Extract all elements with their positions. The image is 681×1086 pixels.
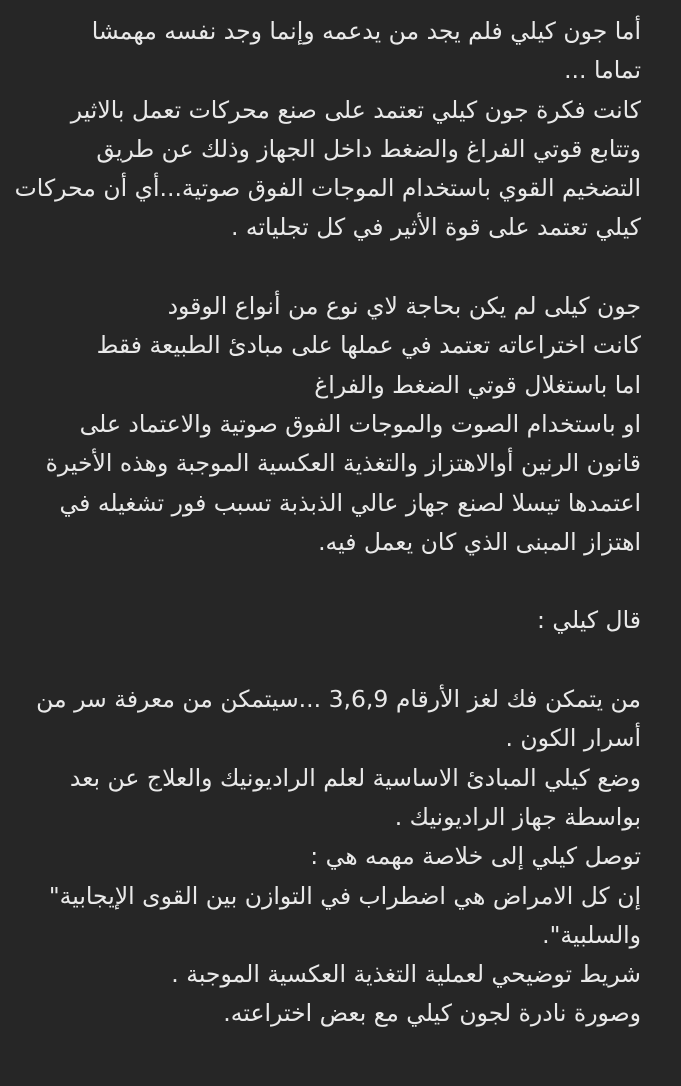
text-line: اعتمدها تيسلا لصنع جهاز عالي الذبذبة تسبب فور تشغيله في [59,488,641,517]
paragraph-break [0,248,681,287]
text-line: أسرار الكون . [505,724,641,753]
text-line: اهتزاز المبنى الذي كان يعمل فيه. [318,527,641,556]
text-line: جون كيلى لم يكن بحاجة لاي نوع من أنواع الوقود [167,292,641,321]
text-line: والسلبية". [542,920,641,949]
text-line: شريط توضيحي لعملية التغذية العكسية الموجبة . [171,960,641,989]
paragraph-break [0,641,681,680]
text-line: اما باستغلال قوتي الضغط والفراغ [314,370,641,399]
text-line: التضخيم القوي باستخدام الموجات الفوق صوتية...أي أن محركات [14,174,641,203]
text-line: وصورة نادرة لجون كيلي مع بعض اختراعته. [223,999,641,1028]
text-line: كانت فكرة جون كيلي تعتمد على صنع محركات تعمل بالاثير [70,95,641,124]
text-line: قانون الرنين أوالاهتزاز والتغذية العكسية الموجبة وهذه الأخيرة [45,449,641,478]
text-line: توصل كيلي إلى خلاصة مهمه هي : [310,842,641,871]
text-line: أما جون كيلي فلم يجد من يدعمه وإنما وجد نفسه مهمشا [91,17,641,45]
text-line: تماما ... [564,56,641,85]
text-line: كيلي تعتمد على قوة الأثير في كل تجلياته . [230,213,641,242]
text-line: او باستخدام الصوت والموجات الفوق صوتية والاعتماد على [79,409,641,438]
text-line: وضع كيلي المبادئ الاساسية لعلم الراديونيك والعلاج عن بعد [69,763,641,792]
text-line: بواسطة جهاز الراديونيك . [394,802,641,831]
text-line: إن كل الامراض هي اضطراب في التوازن بين القوى الإيجابية" [48,881,641,910]
text-line: قال كيلي : [537,606,641,635]
text-line: من يتمكن فك لغز الأرقام 3,6,9 ...سيتمكن من معرفة سر من [36,685,641,714]
paragraph-break [0,562,681,601]
text-line: كانت اختراعاته تعتمد في عملها على مبادئ الطبيعة فقط [96,331,641,360]
text-line: وتتابع قوتي الفراغ والضغط داخل الجهاز وذلك عن طريق [96,134,641,163]
